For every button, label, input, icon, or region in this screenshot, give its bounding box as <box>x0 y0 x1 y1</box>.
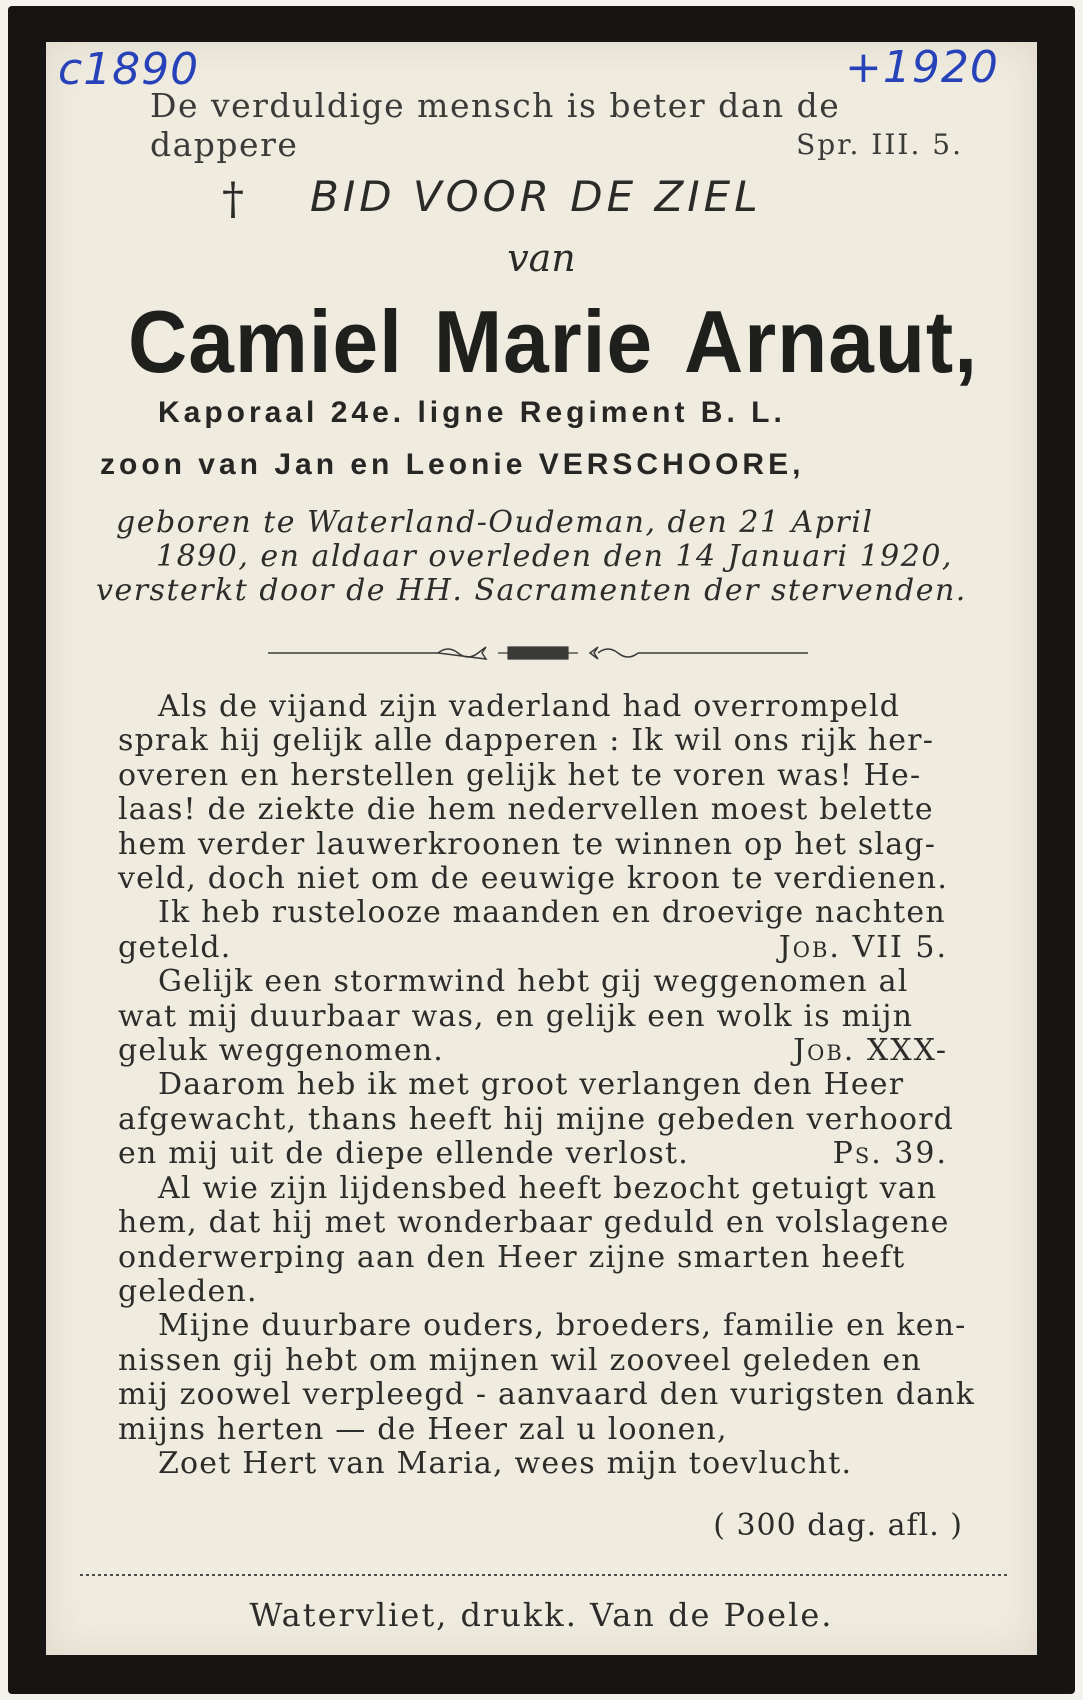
text-line-with-reference <box>118 1137 978 1171</box>
text-line: Zoet Hert van Maria, wees mijn toevlucht. <box>158 1445 853 1481</box>
birth-death-line: versterkt door de HH. Sacramenten der stervenden. <box>96 573 967 608</box>
text-line: veld, doch niet om de eeuwige kroon te verdienen. <box>118 861 949 897</box>
text-line: hem verder lauwerkroonen te winnen op het slag- <box>118 826 937 862</box>
text-line: Ik heb rustelooze maanden en droevige nachten <box>158 895 946 931</box>
text-line: laas! de ziekte die hem nedervellen moest belette <box>118 792 934 828</box>
last-name: Arnaut, <box>684 293 978 392</box>
text-line: hem, dat hij met wonderbaar geduld en volslagene <box>118 1205 950 1241</box>
epigraph-quote: De verduldige mensch is beter dan de dappere <box>150 86 841 164</box>
text-line: nissen gij hebt om mijnen wil zooveel geleden en <box>118 1342 922 1378</box>
ornament-divider-icon <box>268 640 808 666</box>
middle-name: Marie <box>433 293 654 392</box>
text-line-with-reference <box>118 1034 978 1068</box>
dotted-divider <box>80 1572 1010 1578</box>
epigraph-reference: Spr. III. 5. <box>796 128 963 161</box>
prayer-heading: BID VOOR DE ZIEL <box>310 172 762 221</box>
birth-death-line: geboren te Waterland-Oudeman, den 21 April <box>116 505 874 540</box>
military-rank: Kaporaal 24e. ligne Regiment B. L. <box>158 396 786 429</box>
scripture-reference: Job. XXX- <box>793 1033 948 1069</box>
text-line: sprak hij gelijk alle dapperen : Ik wil ons rijk her- <box>118 723 935 759</box>
cross-icon: † <box>222 174 244 225</box>
text-line: Gelijk een stormwind hebt gij weggenomen al <box>158 964 909 1000</box>
text-line: overen en herstellen gelijk het te voren was! He- <box>118 757 922 793</box>
text-line: geleden. <box>118 1273 258 1309</box>
text-line: afgewacht, thans heeft hij mijne gebeden verhoord <box>118 1101 955 1137</box>
memorial-text <box>118 690 978 1481</box>
text-fragment: geteld. <box>118 929 232 965</box>
text-line: Al wie zijn lijdensbed heeft bezocht getuigt van <box>158 1170 938 1206</box>
printer-imprint: Watervliet, drukk. Van de Poele. <box>249 1596 834 1634</box>
text-line: Daarom heb ik met groot verlangen den Heer <box>158 1067 905 1103</box>
text-line: wat mij duurbaar was, en gelijk een wolk is mijn <box>118 998 914 1034</box>
handwritten-death-year: +1920 <box>845 42 999 93</box>
text-line: Als de vijand zijn vaderland had overrompeld <box>158 689 901 724</box>
text-fragment: geluk weggenomen. <box>118 1033 445 1069</box>
scripture-reference: Ps. 39. <box>832 1136 948 1172</box>
first-name: Camiel <box>128 293 403 392</box>
text-line: Mijne duurbare ouders, broeders, familie en ken- <box>158 1308 967 1344</box>
handwritten-birth-year: c1890 <box>58 44 200 95</box>
text-line: mijns herten — de Heer zal u loonen, <box>118 1411 728 1447</box>
text-fragment: en mij uit de diepe ellende verlost. <box>118 1136 689 1172</box>
parents-line: zoon van Jan en Leonie VERSCHOORE, <box>100 448 805 481</box>
van-label: van <box>507 236 576 280</box>
deceased-name <box>128 292 978 394</box>
scripture-reference: Job. VII 5. <box>778 929 948 965</box>
birth-death-line: 1890, en aldaar overleden den 14 Januari 1920, <box>156 539 953 574</box>
text-line-with-reference <box>118 931 978 965</box>
indulgence-note: ( 300 dag. afl. ) <box>713 1508 963 1543</box>
text-line: mij zoowel verpleegd - aanvaard den vurigsten dank <box>118 1377 976 1413</box>
text-line: onderwerping aan den Heer zijne smarten heeft <box>118 1239 906 1275</box>
birth-death-details <box>96 506 986 608</box>
